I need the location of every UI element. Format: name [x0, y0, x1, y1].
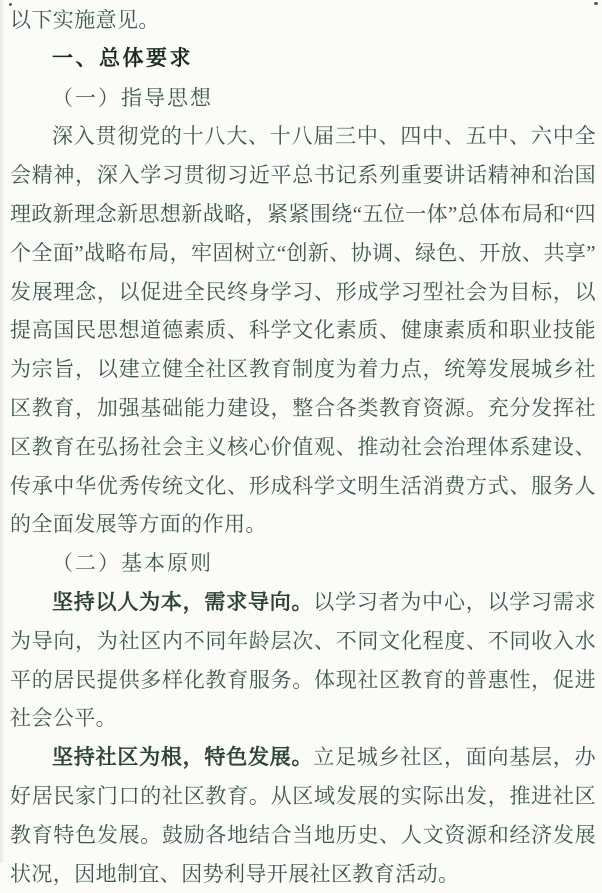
subsection-title-basic-principles: （二）基本原则: [52, 551, 213, 576]
principle-people-oriented-body: 以学习者为中心，以学习需求为导向，为社区内不同年龄层次、不同文化程度、不同收入水平的居民提供多样化教育服务。体现社区教育的普惠性，促进社会公平。: [10, 589, 596, 731]
subsection-title-guiding-ideology: （一）指导思想: [52, 85, 213, 110]
scan-speck: [594, 2, 598, 5]
paragraph-principle-people-oriented: [10, 583, 596, 738]
scan-speck: [9, 3, 12, 6]
paragraph-principle-community-rooted: [10, 738, 596, 893]
principle-community-rooted-lead: 坚持社区为根，特色发展。: [52, 745, 314, 770]
principle-people-oriented-lead: 坚持以人为本，需求导向。: [52, 589, 314, 614]
paragraph-guiding-ideology: 深入贯彻党的十八大、十八届三中、四中、五中、六中全会精神，深入学习贯彻习近平总书记系列重要讲话精神和治国理政新理念新思想新战略，紧紧围绕“五位一体”总体布局和“四个全面”战略布局，牢固树立“创新、协调、绿色、开放、共享”发展理念，以促进全民终身学习、形成学习型社会为目标，以提高国民思想道德素质、科学文化素质、健康素质和职业技能为宗旨，以建立健全社区教育制度为着力点，统筹发展城乡社区教育，加强基础能力建设，整合各类教育资源。充分发挥社区教育在弘扬社会主义核心价值观、推动社会治理体系建设、传承中华优秀传统文化、形成科学文明生活消费方式、服务人的全面发展等方面的作用。: [10, 124, 596, 537]
section-heading-overall-requirements: 一、总体要求: [52, 46, 193, 70]
intro-line: 以下实施意见。: [10, 8, 160, 32]
principle-community-rooted-body: 立足城乡社区，面向基层，办好居民家门口的社区教育。从区域发展的实际出发，推进社区教育特色发展。鼓励各地结合当地历史、人文资源和经济发展状况，因地制宜、因势利导开展社区教育活动。: [10, 745, 596, 886]
